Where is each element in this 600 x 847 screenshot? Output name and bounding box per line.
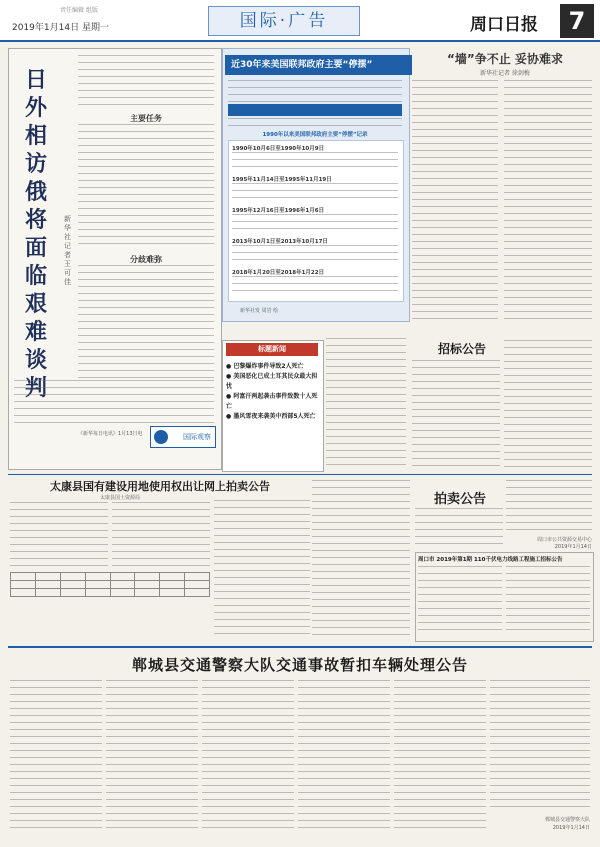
infographic-intro	[228, 80, 402, 102]
title-char: 面	[24, 235, 47, 261]
tender-col-1	[412, 360, 500, 470]
auction1-col-1	[10, 502, 108, 568]
timeline-desc	[232, 214, 398, 232]
title-char: 临	[24, 263, 47, 289]
lead-body-3	[78, 265, 214, 380]
commentary-col-1	[412, 80, 498, 320]
title-char: 将	[24, 207, 47, 233]
traffic-title: 郸城县交通警察大队交通事故暂扣车辆处理公告	[131, 656, 468, 674]
title-char: 难	[24, 319, 47, 345]
commentary-byline: 新华社记者 徐剑梅	[480, 70, 530, 77]
auction1-col-2	[112, 502, 210, 568]
power-col-1	[418, 566, 502, 636]
title-char: 外	[24, 95, 47, 121]
title-char: 谈	[24, 347, 47, 373]
auction2-col-2	[506, 480, 592, 534]
auction1-title: 太康县国有建设用地使用权出让网上拍卖公告	[50, 480, 270, 493]
traffic-col-5	[394, 680, 486, 830]
brief-list	[226, 362, 318, 422]
title-char: 判	[24, 375, 47, 401]
timeline-item: 1990年10月6日至1990年10月9日	[232, 146, 325, 152]
power-title: 周口市 2019年第1期 110千伏电力线路工程施工招标公告	[418, 557, 563, 563]
timeline-head: 1990年以来美国联邦政府主要“停摆”记录	[262, 132, 368, 138]
divider	[8, 646, 592, 648]
lead-subhead-2: 分歧难弥	[130, 255, 162, 264]
editor-line: 责任编辑 组版	[60, 7, 98, 14]
tender-title: 招标公告	[437, 342, 486, 356]
timeline-item: 2018年1月20日至2018年1月22日	[232, 270, 325, 276]
traffic-col-1	[10, 680, 102, 830]
auction1-col-4	[312, 480, 410, 640]
page-number: 7	[560, 4, 594, 38]
lead-badge	[150, 426, 216, 448]
infographic-band	[228, 104, 402, 116]
auction1-table	[10, 572, 210, 597]
traffic-col-6	[490, 680, 590, 812]
timeline-desc	[232, 152, 398, 170]
brief-item: ● 墨风雪夜来袭美中西部5人死亡	[226, 413, 316, 420]
lead-footer: 《新华每日电讯》1月13日电	[78, 431, 143, 437]
title-char: 俄	[24, 179, 47, 205]
badge-label: 国际观察	[183, 433, 211, 441]
lead-title	[18, 66, 54, 402]
tender-intro	[326, 338, 406, 468]
traffic-col-2	[106, 680, 198, 830]
lead-body-2	[78, 124, 214, 250]
brief-item: ● 美国恶化已成土耳其民众最大担忧	[226, 373, 318, 390]
lead-body-4	[14, 380, 214, 426]
timeline-item: 2013年10月1日至2013年10月17日	[232, 239, 328, 245]
timeline-desc	[232, 276, 398, 294]
traffic-col-4	[298, 680, 390, 830]
commentary-title: “墙”争不止 妥协难求	[447, 52, 563, 66]
auction1-sub: 太康县国土资源局	[100, 495, 141, 501]
paper-name: 周口日报	[470, 15, 538, 35]
auction2-date: 2019年1月14日	[554, 544, 592, 550]
brief-label: 标题新闻	[226, 343, 318, 356]
globe-icon	[154, 430, 168, 444]
auction1-col-3	[214, 500, 310, 640]
infographic-credit: 新华社发 周岩 绘	[240, 308, 279, 314]
lead-body-1	[78, 55, 214, 110]
lead-subhead-1: 主要任务	[130, 114, 162, 123]
traffic-col-3	[202, 680, 294, 830]
timeline-desc	[232, 245, 398, 263]
weekday-text: 星期一	[81, 23, 109, 33]
timeline-item: 1995年11月14日至1995年11月19日	[232, 177, 332, 183]
lead-byline: 新华社记者 王可佳	[64, 215, 71, 286]
timeline-desc	[232, 183, 398, 201]
traffic-date: 2019年1月14日	[552, 825, 590, 831]
section-title: 国际·广告	[208, 6, 360, 36]
title-char: 访	[24, 151, 47, 177]
power-col-2	[506, 566, 590, 636]
infographic-banner: 近30年来美国联邦政府主要“停摆”	[225, 55, 412, 75]
traffic-sign: 郸城县交通警察大队	[544, 817, 590, 823]
brief-item: ● 巴黎爆炸事件导致2人死亡	[226, 363, 304, 370]
title-char: 日	[24, 67, 47, 93]
auction2-sign: 周口市公共资源交易中心	[536, 537, 592, 543]
auction2-col-1	[415, 508, 503, 546]
title-char: 艰	[24, 291, 47, 317]
timeline-item: 1995年12月16日至1996年1月6日	[232, 208, 325, 214]
divider	[8, 474, 592, 475]
commentary-col-2	[504, 80, 592, 320]
auction2-title: 拍卖公告	[433, 492, 486, 507]
brief-item: ● 阿富汗两起袭击事件致数十人死亡	[226, 393, 318, 410]
tender-col-2	[504, 340, 592, 470]
date-text: 2019年1月14日	[12, 23, 80, 33]
title-char: 相	[24, 123, 47, 149]
issue-date	[12, 20, 109, 33]
infographic-note	[228, 118, 402, 128]
